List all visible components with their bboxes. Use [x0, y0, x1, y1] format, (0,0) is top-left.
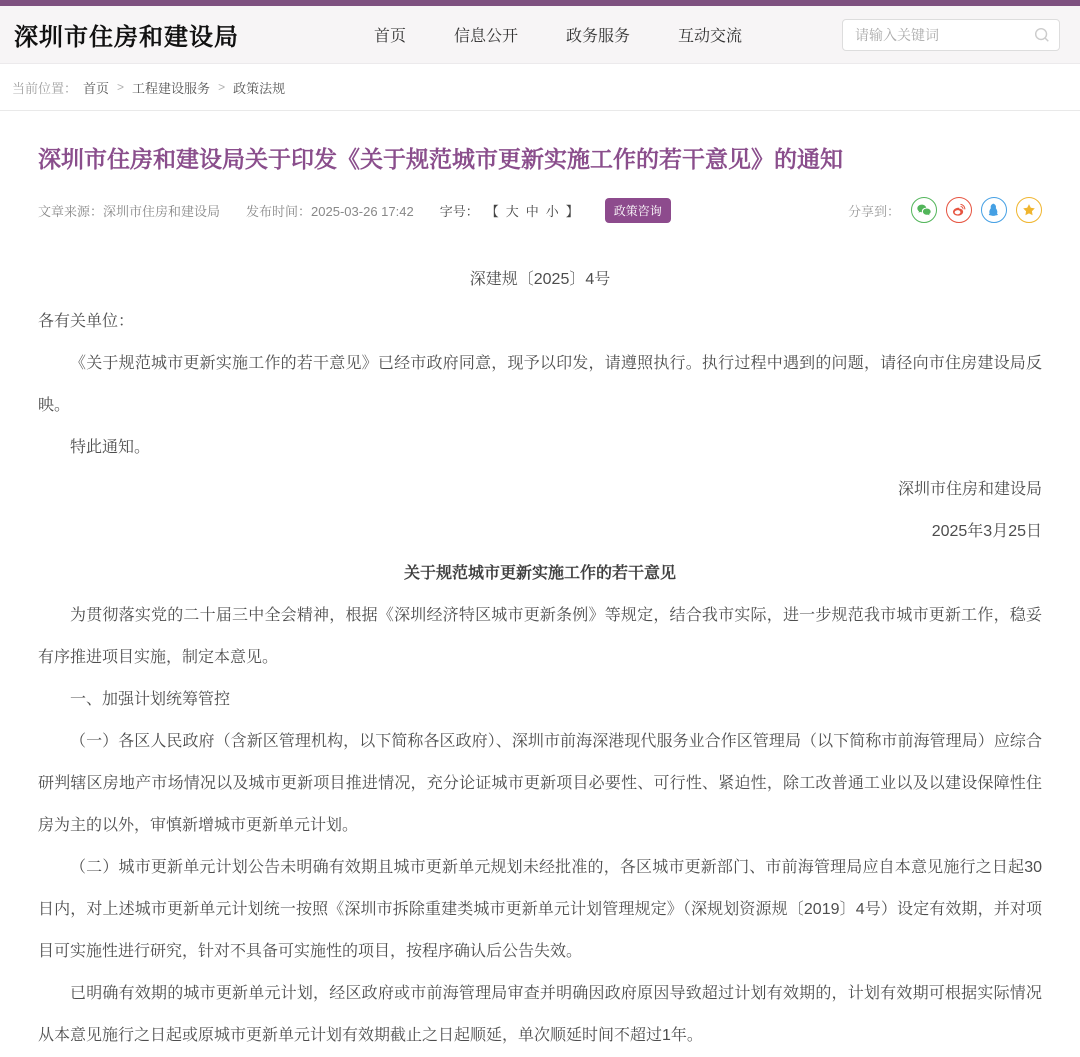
doc-paragraph: 《关于规范城市更新实施工作的若干意见》已经市政府同意，现予以印发，请遵照执行。执行过程中遇到的问题，请径向市住房建设局反映。 [38, 355, 1042, 415]
breadcrumb-label: 当前位置： [12, 80, 78, 96]
doc-section-title: 一、加强计划统筹管控 [70, 691, 231, 709]
qzone-share-button[interactable] [1016, 197, 1042, 223]
main-nav [374, 23, 742, 46]
main-content [0, 143, 1080, 1057]
share-bar [848, 197, 1042, 223]
qq-icon [986, 202, 1002, 218]
meta-time-label: 发布时间： [246, 203, 312, 219]
doc-number: 深建规〔2025〕4号 [469, 271, 611, 289]
bracket-open: 【 [485, 203, 499, 219]
breadcrumb-separator: > [117, 80, 125, 94]
qzone-star-icon [1021, 202, 1037, 218]
meta-time-value: 2025-03-26 17:42 [311, 203, 414, 219]
share-label: 分享到： [847, 203, 900, 219]
doc-salutation: 各有关单位： [38, 313, 135, 331]
breadcrumb-construction-services[interactable]: 工程建设服务 [132, 80, 211, 96]
article-meta [38, 197, 1042, 223]
site-title[interactable]: 深圳市住房和建设局 [14, 24, 239, 51]
font-size-label: 字号： [439, 203, 479, 219]
site-header [0, 6, 1080, 64]
policy-consult-badge[interactable]: 政策咨询 [605, 198, 671, 223]
meta-source-value: 深圳市住房和建设局 [103, 203, 221, 219]
doc-paragraph: 已明确有效期的城市更新单元计划，经区政府或市前海管理局审查并明确因政府原因导致超过计划有效期的，计划有效期可根据实际情况从本意见施行之日起或原城市更新单元计划有效期截止之日起顺延，单次顺延时间不超过1年。 [38, 985, 1042, 1045]
font-size-control [440, 201, 579, 220]
weibo-share-button[interactable] [946, 197, 972, 223]
doc-paragraph: （二）城市更新单元计划公告未明确有效期且城市更新单元规划未经批准的，各区城市更新部门、市前海管理局应自本意见施行之日起30日内，对上述城市更新单元计划统一按照《深圳市拆除重建类城市更新单元计划管理规定》（深规划资源规〔2019〕4号）设定有效期，并对项目可实施性进行研究，针对不具备可实施性的项目，按程序确认后公告失效。 [38, 859, 1042, 961]
font-size-medium-button[interactable]: 中 [525, 203, 539, 219]
search-icon[interactable] [1033, 26, 1051, 44]
search-input[interactable] [855, 27, 1033, 43]
doc-heading: 关于规范城市更新实施工作的若干意见 [403, 565, 676, 583]
breadcrumb-separator: > [218, 80, 226, 94]
meta-source-label: 文章来源： [38, 203, 104, 219]
doc-paragraph: （一）各区人民政府（含新区管理机构，以下简称各区政府）、深圳市前海深港现代服务业合作区管理局（以下简称市前海管理局）应综合研判辖区房地产市场情况以及城市更新项目推进情况，充分论证城市更新项目必要性、可行性、紧迫性，除工改普通工业以及以建设保障性住房为主的以外，审慎新增城市更新单元计划。 [38, 733, 1042, 835]
search-box [842, 19, 1060, 51]
nav-item-gov-services[interactable]: 政务服务 [565, 28, 630, 45]
breadcrumb-policies[interactable]: 政策法规 [233, 80, 286, 96]
font-size-small-button[interactable]: 小 [545, 203, 559, 219]
doc-date: 2025年3月25日 [931, 523, 1042, 541]
breadcrumb [0, 64, 1080, 111]
weibo-icon [951, 202, 967, 218]
nav-item-interaction[interactable]: 互动交流 [677, 28, 742, 45]
doc-signature: 深圳市住房和建设局 [897, 481, 1042, 499]
qq-share-button[interactable] [981, 197, 1007, 223]
wechat-share-button[interactable] [911, 197, 937, 223]
bracket-close: 】 [565, 203, 579, 219]
meta-source [38, 201, 220, 220]
font-size-large-button[interactable]: 大 [505, 203, 519, 219]
wechat-icon [916, 202, 932, 218]
document-body [38, 259, 1042, 1057]
doc-paragraph: 为贯彻落实党的二十届三中全会精神，根据《深圳经济特区城市更新条例》等规定，结合我市实际，进一步规范我市城市更新工作，稳妥有序推进项目实施，制定本意见。 [38, 607, 1042, 667]
meta-publish-time [246, 201, 414, 220]
breadcrumb-home[interactable]: 首页 [83, 80, 110, 96]
doc-paragraph: 特此通知。 [70, 439, 151, 457]
nav-item-info-disclosure[interactable]: 信息公开 [453, 28, 518, 45]
nav-item-home[interactable]: 首页 [373, 28, 406, 45]
article-title: 深圳市住房和建设局关于印发《关于规范城市更新实施工作的若干意见》的通知 [38, 146, 843, 172]
